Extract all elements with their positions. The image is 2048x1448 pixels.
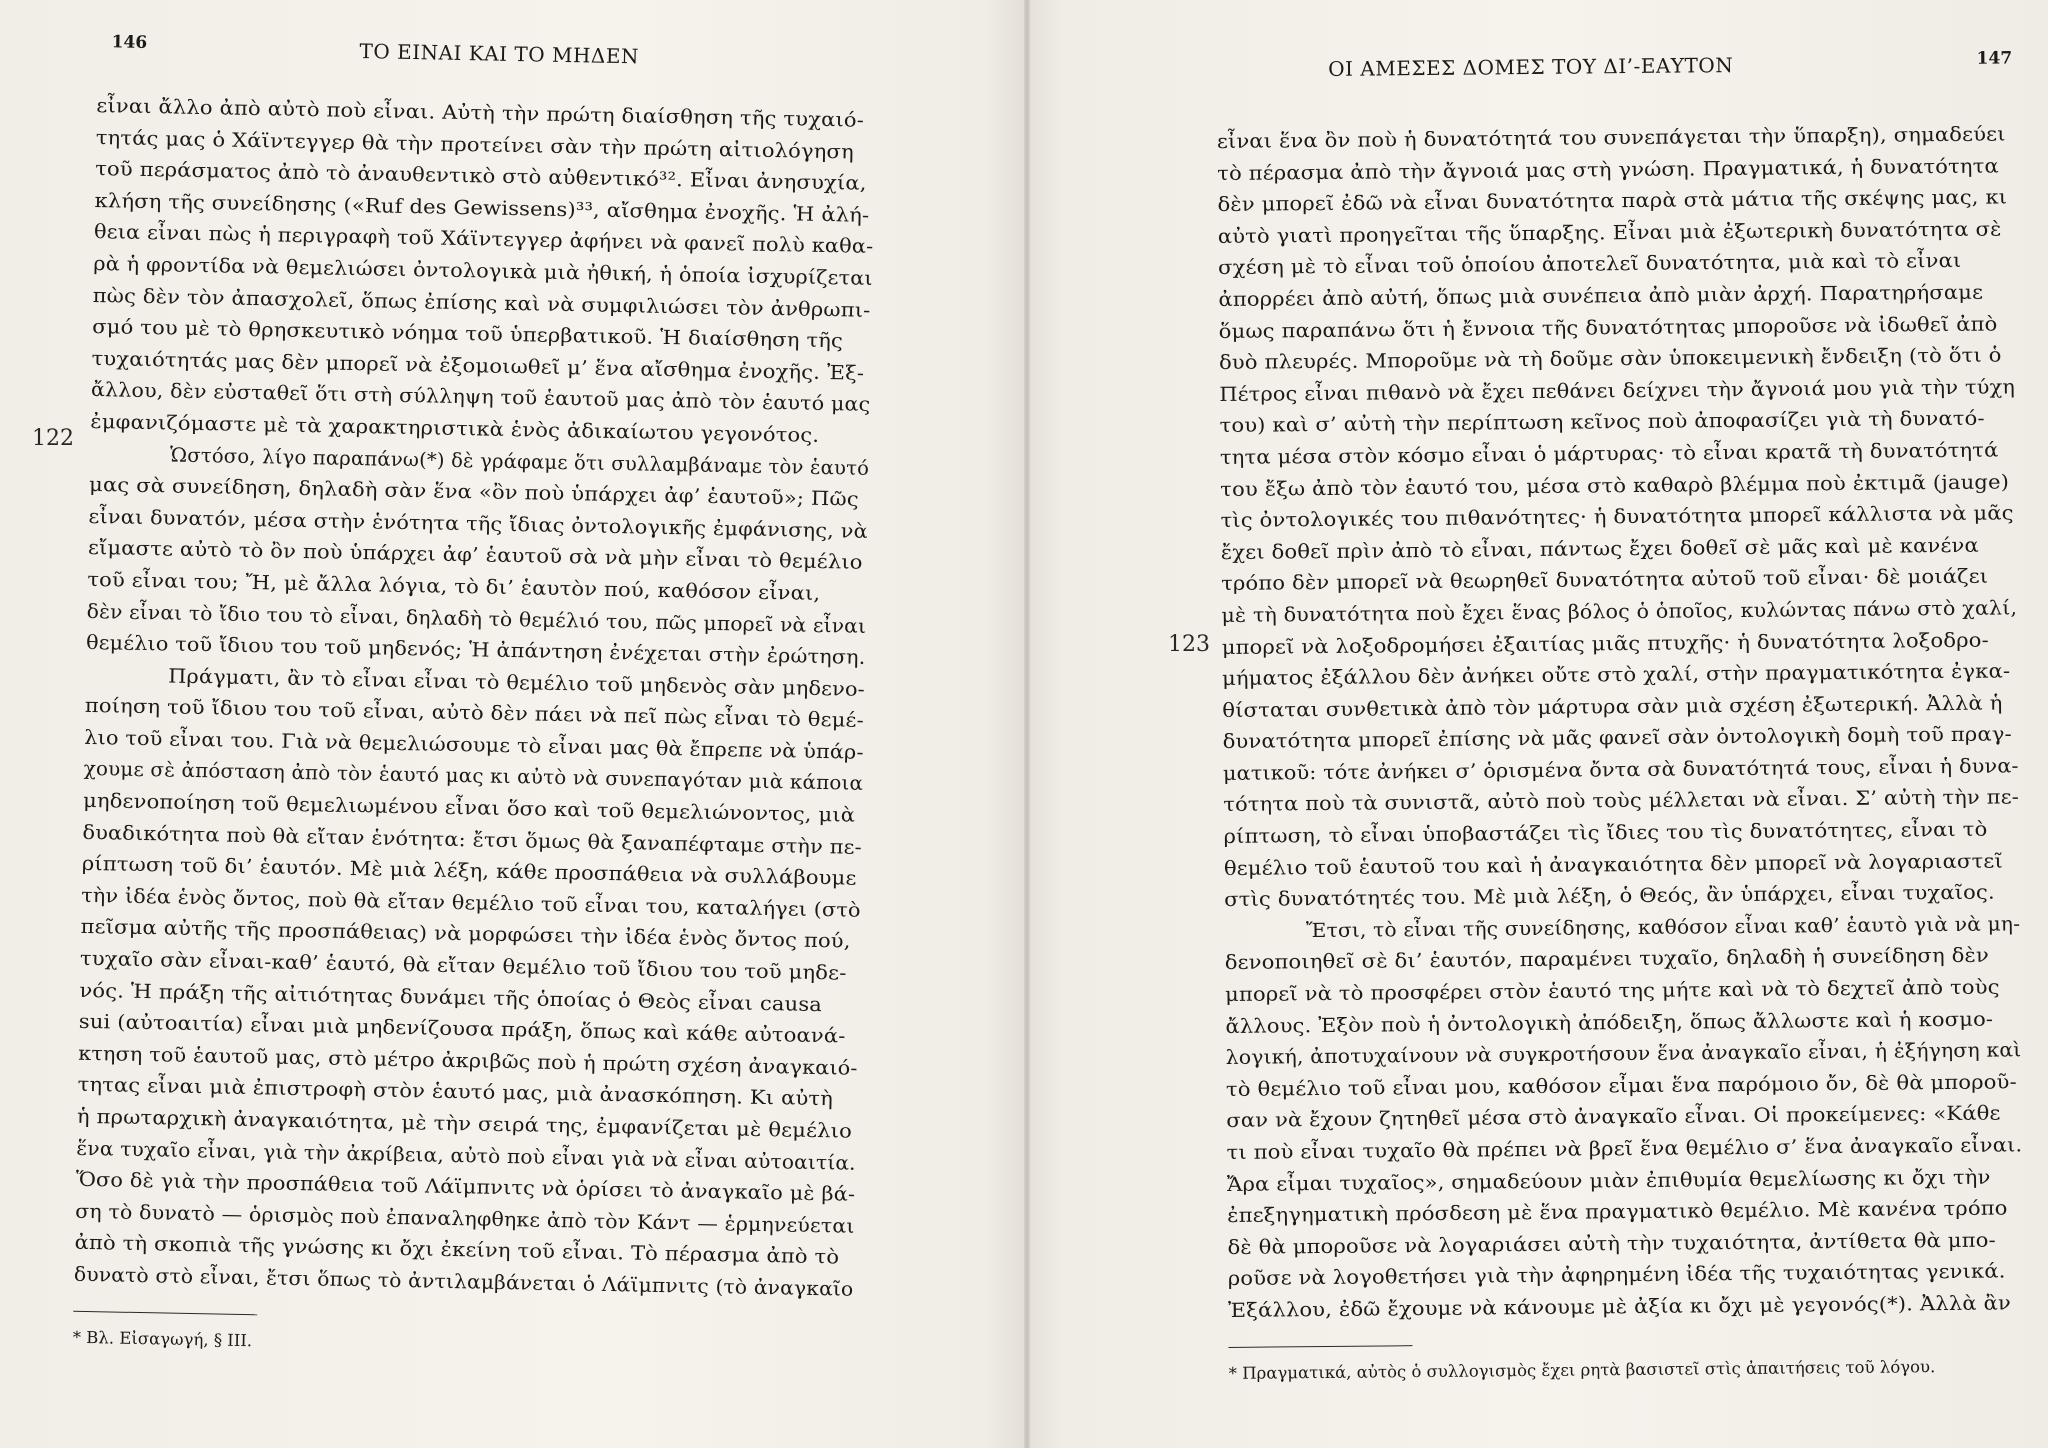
right-page-content (1216, 40, 2025, 1382)
text-line: πὼς δὲν τὸν ἀπασχολεῖ, ὅπως ἐπίσης καὶ νὰ συμφιλιώσει τὸν ἀνθρωπι- (92, 283, 871, 322)
text-line: sui (αὐτοαιτία) εἶναι μιὰ μηδενίζουσα πράξη, ὅπως καὶ κάθε αὐτοανά- (78, 1010, 846, 1048)
text-line: χουμε σὲ ἀπόσταση ἀπὸ τὸν ἑαυτό μας κι αὐτὸ νὰ συνεπαγόταν μιὰ κάποια (83, 757, 864, 796)
text-line: τητάς μας ὁ Χάϊντεγγερ θὰ τὴν προτείνει σὰν τὴν πρώτη αἰτιολόγηση (95, 125, 855, 164)
text-line: δυὸ πλευρές. Μποροῦμε νὰ τὴ δοῦμε σὰν ὑποκειμενικὴ ἔνδειξη (τὸ ὅτι ὁ (1218, 343, 2002, 375)
text-line: τοῦ περάσματος ἀπὸ τὸ ἀναυθεντικὸ στὸ αὐθεντικό³². Εἶναι ἀνησυχία, (95, 157, 867, 195)
text-line: μήματος ἐξάλλου δὲν ἀνήκει οὔτε στὸ χαλί, στὴν πραγματικότητα ἐγκα- (1221, 659, 2011, 691)
text-line: Ὡστόσο, λίγο παραπάνω(*) δὲ γράφαμε ὅτι συλλαμβάναμε τὸν ἑαυτό (169, 442, 870, 480)
text-line: ρίπτωση, τὸ εἶναι ὑποβαστάζει τὶς ἴδιες του τὶς δυνατότητες, εἶναι τὸ (1223, 817, 1988, 849)
text-line: μας σὰ συνείδηση, δηλαδὴ σὰν ἕνα «ὂν ποὺ ὑπάρχει ἀφ’ ἑαυτοῦ»; Πῶς (88, 473, 860, 511)
text-line: μπορεῖ νὰ τὸ προσφέρει στὸν ἑαυτό της μήτε καὶ νὰ τὸ δεχτεῖ ἀπὸ τοὺς (1224, 975, 2000, 1006)
text-line: τὸ πέρασμα ἀπὸ τὴν ἄγνοιά μας στὴ γνώση. Πραγματικά, ἡ δυνατότητα (1217, 154, 1999, 185)
text-line: νός. Ἡ πράξη τῆς αἰτιότητας δυνάμει τῆς ὁποίας ὁ Θεὸς εἶναι causa (79, 978, 823, 1016)
right-page-header (1216, 40, 2012, 92)
left-page-content (73, 24, 878, 1361)
text-line: ἔχει δοθεῖ πρὶν ἀπὸ τὸ εἶναι, πάντως ἔχει δοθεῖ σὲ μᾶς καὶ μὲ κανένα (1220, 533, 1979, 564)
text-line: εἶναι δυνατόν, μέσα στὴν ἑνότητα τῆς ἴδιας ὀντολογικῆς ἐμφάνισης, νὰ (88, 504, 869, 543)
text-line: του) καὶ σ’ αὐτὴ τὴν περίπτωση κεῖνος ποὺ ἀποφασίζει γιὰ τὴ δυνατό- (1219, 406, 1985, 438)
left-running-head: ΤΟ ΕΙΝΑΙ ΚΑΙ ΤΟ ΜΗΔΕΝ (359, 39, 640, 69)
text-line: τοῦ εἶναι του; Ἤ, μὲ ἄλλα λόγια, τὸ δι’ ἑαυτὸν πού, καθόσον εἶναι, (87, 567, 821, 605)
left-footnote: * Βλ. Εἰσαγωγή, § ΙΙΙ. (72, 1327, 253, 1350)
text-line: τότητα ποὺ τὰ συνιστᾶ, αὐτὸ ποὺ τοὺς μέλλεται νὰ εἶναι. Σ’ αὐτὴ τὴν πε- (1223, 785, 2020, 817)
text-line: ἀπὸ τὴ σκοπιὰ τῆς γνώσης κι ὄχι ἐκείνη τοῦ εἶναι. Τὸ πέρασμα ἀπὸ τὸ (74, 1231, 840, 1269)
text-line: Ἐξάλλου, ἐδῶ ἔχουμε νὰ κάνουμε μὲ ἀξία κι ὄχι μὲ γεγονός(*). Ἀλλὰ ἂν (1228, 1291, 2012, 1322)
text-line: ροῦσε νὰ λογοθετήσει γιὰ τὴν ἀφηρημένη ἰδέα τῆς τυχαιότητας γενικά. (1227, 1259, 2006, 1291)
text-line: μηδενοποίηση τοῦ θεμελιωμένου εἶναι ὅσο καὶ τοῦ θεμελιώνοντος, μιὰ (82, 788, 856, 827)
right-footnote-rule (1228, 1345, 1412, 1348)
text-line: τρόπο δὲν μπορεῖ νὰ θεωρηθεῖ δυνατότητα αὐτοῦ τοῦ εἶναι· δὲ μοιάζει (1221, 564, 1989, 596)
text-line: δὲν μπορεῖ ἐδῶ νὰ εἶναι δυνατότητα παρὰ στὰ μάτια τῆς σκέψης μας, κι (1217, 185, 2008, 217)
text-line: τὶς ὀντολογικές του πιθανότητες· ἡ δυνατότητα μπορεῖ κάλλιστα νὰ μᾶς (1220, 501, 2014, 533)
text-line: Πέτρος εἶναι πιθανὸ νὰ ἔχει πεθάνει δείχνει τὴν ἄγνοιά μου γιὰ τὴν τύχη (1219, 375, 2016, 406)
right-page (1030, 0, 2048, 1448)
text-line: τητας εἶναι μιὰ ἐπιστροφὴ στὸν ἑαυτό μας, μιὰ ἀνασκόπηση. Κι αὐτὴ (77, 1073, 834, 1111)
text-line: σμό του μὲ τὸ θρησκευτικὸ νόημα τοῦ ὑπερβατικοῦ. Ἡ διαίσθηση τῆς (91, 315, 844, 353)
text-line: κλήση τῆς συνείδησης («Ruf des Gewissens)³³, αἴσθημα ἐνοχῆς. Ἡ ἀλή- (94, 188, 870, 227)
text-line: του ἔξω ἀπὸ τὸν ἑαυτό του, μέσα στὸ καθαρὸ βλέμμα ποὺ ἐκτιμᾶ (jauge) (1220, 469, 2010, 501)
right-footnote: * Πραγματικά, αὐτὸς ὁ συλλογισμὸς ἔχει ρητὰ βασιστεῖ στὶς ἀπαιτήσεις τοῦ λόγου. (1228, 1356, 1936, 1383)
right-running-head: ΟΙ ΑΜΕΣΕΣ ΔΟΜΕΣ ΤΟΥ ΔΙ’-ΕΑΥΤΟΝ (1328, 53, 1734, 81)
text-line: ρίπτωση τοῦ δι’ ἑαυτόν. Μὲ μιὰ λέξη, κάθε προσπάθεια νὰ συλλάβουμε (81, 852, 857, 890)
right-margin-number: 123 (1168, 632, 1210, 657)
text-line: μὲ τὴ δυνατότητα ποὺ ἔχει ἕνας βόλος ὁ ὁποῖος, κυλώντας πάνω στὸ χαλί, (1221, 596, 2018, 627)
text-line: ση τὸ δυνατὸ — ὁρισμὸς ποὺ ἐπαναληφθηκε ἀπὸ τὸν Κάντ — ἑρμηνεύεται (74, 1199, 855, 1238)
left-page-number: 146 (111, 32, 148, 53)
text-line: εἴμαστε αὐτὸ τὸ ὂν ποὺ ὑπάρχει ἀφ’ ἑαυτοῦ σὰ νὰ μὴν εἶναι τὸ θεμέλιο (87, 536, 863, 575)
text-line: δὲ θὰ μποροῦσε νὰ λογαριάσει αὐτὴ τὴν τυχαιότητα, ἀντίθετα θὰ μπο- (1227, 1228, 1996, 1259)
text-line: Ἔτσι, τὸ εἶναι τῆς συνείδησης, καθόσον εἶναι καθ’ ἑαυτὸ γιὰ νὰ μη- (1305, 912, 2021, 943)
text-line: ὅμως παραπάνω ὅτι ἡ ἔννοια τῆς δυνατότητας μποροῦσε νὰ ἰδωθεῖ ἀπὸ (1218, 312, 1998, 343)
text-line: ρὰ ἡ φροντίδα νὰ θεμελιώσει ὀντολογικὰ μιὰ ἠθική, ἡ ὁποία ἰσχυρίζεται (93, 251, 873, 290)
text-line: τητα μέσα στὸν κόσμο εἶναι ὁ μάρτυρας· τὸ εἶναι κρατᾶ τὴ δυνατότητά (1219, 438, 1999, 469)
text-line: ἡ πρωταρχικὴ ἀναγκαιότητα, μὲ τὴν σειρά της, ἐμφανίζεται μὲ θεμέλιο (76, 1104, 853, 1143)
text-line: ἄλλους. Ἐξὸν ποὺ ἡ ὀντολογικὴ ἀπόδειξη, ὅπως ἄλλωστε καὶ ἡ κοσμο- (1225, 1007, 1994, 1038)
text-line: θίσταται συνθετικὰ ἀπὸ τὸν μάρτυρα σὰν μιὰ σχέση ἐξωτερική. Ἀλλὰ ἡ (1222, 691, 2003, 722)
text-line: εἶναι ἕνα ὂν ποὺ ἡ δυνατότητά του συνεπάγεται τὴν ὕπαρξη), σημαδεύει (1216, 122, 2006, 153)
text-line: στὶς δυνατότητές του. Μὲ μιὰ λέξη, ὁ Θεός, ἂν ὑπάρχει, εἶναι τυχαῖος. (1224, 880, 1995, 912)
left-page-header (97, 24, 878, 83)
text-line: κτηση τοῦ ἑαυτοῦ μας, στὸ μέτρο ἀκριβῶς ποὺ ἡ πρώτη σχέση ἀναγκαιό- (78, 1041, 858, 1080)
left-footnote-rule (73, 1310, 257, 1315)
text-line: λογική, ἀποτυχαίνουν νὰ συγκροτήσουν ἕνα ἀναγκαῖο εἶναι, ἡ ἐξήγηση καὶ (1225, 1038, 2022, 1070)
text-line: αὐτὸ γιατὶ προηγεῖται τῆς ὕπαρξης. Εἶναι μιὰ ἐξωτερικὴ δυνατότητα σὲ (1217, 217, 2002, 248)
text-line: τὴν ἰδέα ἑνὸς ὄντος, ποὺ θὰ εἴταν θεμέλιο τοῦ εἶναι του, καταλήγει (στὸ (81, 883, 861, 922)
right-page-number: 147 (1976, 48, 2013, 69)
text-line: Ἄρα εἶμαι τυχαῖος», σημαδεύουν μιὰν ἐπιθυμία θεμελίωσης κι ὄχι τὴν (1226, 1165, 1991, 1196)
text-line: θεμέλιο τοῦ ἴδιου του τοῦ μηδενός; Ἡ ἀπάντηση ἐνέχεται στὴν ἐρώτηση. (85, 630, 866, 669)
text-line: εἶναι ἄλλο ἀπὸ αὐτὸ ποὺ εἶναι. Αὐτὴ τὴν πρώτη διαίσθηση τῆς τυχαιό- (96, 93, 865, 132)
text-line: ἐμφανιζόμαστε μὲ τὰ χαρακτηριστικὰ ἑνὸς ἀδικαίωτου γεγονότος. (90, 409, 820, 447)
text-line: ποίηση τοῦ ἴδιου του τοῦ εἶναι, αὐτὸ δὲν πάει νὰ πεῖ πὼς εἶναι τὸ θεμέ- (84, 694, 865, 733)
text-line: ματικοῦ: τότε ἀνήκει σ’ ὁρισμένα ὄντα σὰ δυνατότητά τους, εἶναι ἡ δυνα- (1222, 754, 2019, 785)
text-line: λιο τοῦ εἶναι του. Γιὰ νὰ θεμελιώσουμε τὸ εἶναι μας θὰ ἔπρεπε νὰ ὑπάρ- (84, 725, 864, 764)
text-line: ἄλλου, δὲν εὐσταθεῖ ὅτι στὴ σύλληψη τοῦ ἑαυτοῦ μας ἀπὸ τὸν ἑαυτό μας (90, 378, 871, 417)
text-line: δενοποιηθεῖ σὲ δι’ ἑαυτόν, παραμένει τυχαῖο, δηλαδὴ ἡ συνείδηση δὲν (1224, 944, 1990, 975)
text-line: δυνατὸ στὸ εἶναι, ἔτσι ὅπως τὸ ἀντιλαμβάνεται ὁ Λάϊμπνιτς (τὸ ἀναγκαῖο (73, 1262, 854, 1301)
text-line: Πράγματι, ἂν τὸ εἶναι εἶναι τὸ θεμέλιο τοῦ μηδενὸς σὰν μηδενο- (168, 664, 866, 701)
left-body-text (74, 90, 877, 1305)
text-line: ἐπεξηγηματικὴ πρόσδεση μὲ ἕνα πραγματικὸ θεμέλιο. Μὲ κανένα τρόπο (1227, 1196, 2008, 1228)
text-line: τὸ θεμέλιο τοῦ εἶναι μου, καθόσον εἶμαι ἕνα παρόμοιο ὄν, δὲ θὰ μποροῦ- (1225, 1070, 2017, 1101)
text-line: ἀπορρέει ἀπὸ αὐτή, ὅπως μιὰ συνέπεια ἀπὸ μιὰν ἀρχή. Παρατηρήσαμε (1218, 280, 1984, 311)
text-line: δυαδικότητα ποὺ θὰ εἴταν ἑνότητα: ἔτσι ὅμως θὰ ξαναπέφταμε στὴν πε- (82, 820, 863, 859)
text-line: τυχαιότητάς μας δὲν μπορεῖ νὰ ἐξομοιωθεῖ μ’ ἕνα αἴσθημα ἐνοχῆς. Ἐξ- (91, 346, 865, 385)
text-line: θεια εἶναι πὼς ἡ περιγραφὴ τοῦ Χάϊντεγγερ ἀφήνει νὰ φανεῖ πολὺ καθα- (93, 220, 874, 259)
text-line: θεμέλιο τοῦ ἑαυτοῦ του καὶ ἡ ἀναγκαιότητα δὲν μπορεῖ νὰ λογαριαστεῖ (1223, 849, 2003, 880)
left-margin-number: 122 (32, 426, 74, 451)
text-line: Ὅσο δὲ γιὰ τὴν προσπάθεια τοῦ Λάϊμπνιτς νὰ ὁρίσει τὸ ἀναγκαῖο μὲ βά- (75, 1167, 856, 1206)
text-line: δυνατότητα μπορεῖ ἐπίσης νὰ μᾶς φανεῖ σὰν ὀντολογικὴ δομὴ τοῦ πραγ- (1222, 722, 2012, 754)
text-line: τυχαῖο σὰν εἶναι-καθ’ ἑαυτό, θὰ εἴταν θεμέλιο τοῦ ἴδιου του τοῦ μηδε- (79, 946, 847, 985)
text-line: πεῖσμα αὐτῆς τῆς προσπάθειας) νὰ μορφώσει τὴν ἰδέα ἑνὸς ὄντος πού, (80, 915, 851, 954)
text-line: τι ποὺ εἶναι τυχαῖο θὰ πρέπει νὰ βρεῖ ἕνα θεμέλιο σ’ ἕνα ἀναγκαῖο εἶναι. (1226, 1133, 2023, 1164)
text-line: ἕνα τυχαῖο εἶναι, γιὰ τὴν ἀκρίβεια, αὐτὸ ποὺ εἶναι γιὰ νὰ εἶναι αὐτοαιτία. (76, 1136, 856, 1175)
right-body-text (1217, 118, 2024, 1326)
text-line: δὲν εἶναι τὸ ἴδιο του τὸ εἶναι, δηλαδὴ τὸ θεμέλιό του, πῶς μπορεῖ νὰ εἶναι (86, 599, 867, 638)
text-line: μπορεῖ νὰ λοξοδρομήσει ἐξαιτίας μιᾶς πτυχῆς· ἡ δυνατότητα λοξοδρο- (1221, 628, 1989, 659)
text-line: σχέση μὲ τὸ εἶναι τοῦ ὁποίου ἀποτελεῖ δυνατότητα, μιὰ καὶ τὸ εἶναι (1218, 249, 1962, 280)
text-line: σαν νὰ ἔχουν ζητηθεῖ μέσα στὸ ἀναγκαῖο εἶναι. Οἱ προκείμενες: «Κάθε (1226, 1101, 2001, 1133)
